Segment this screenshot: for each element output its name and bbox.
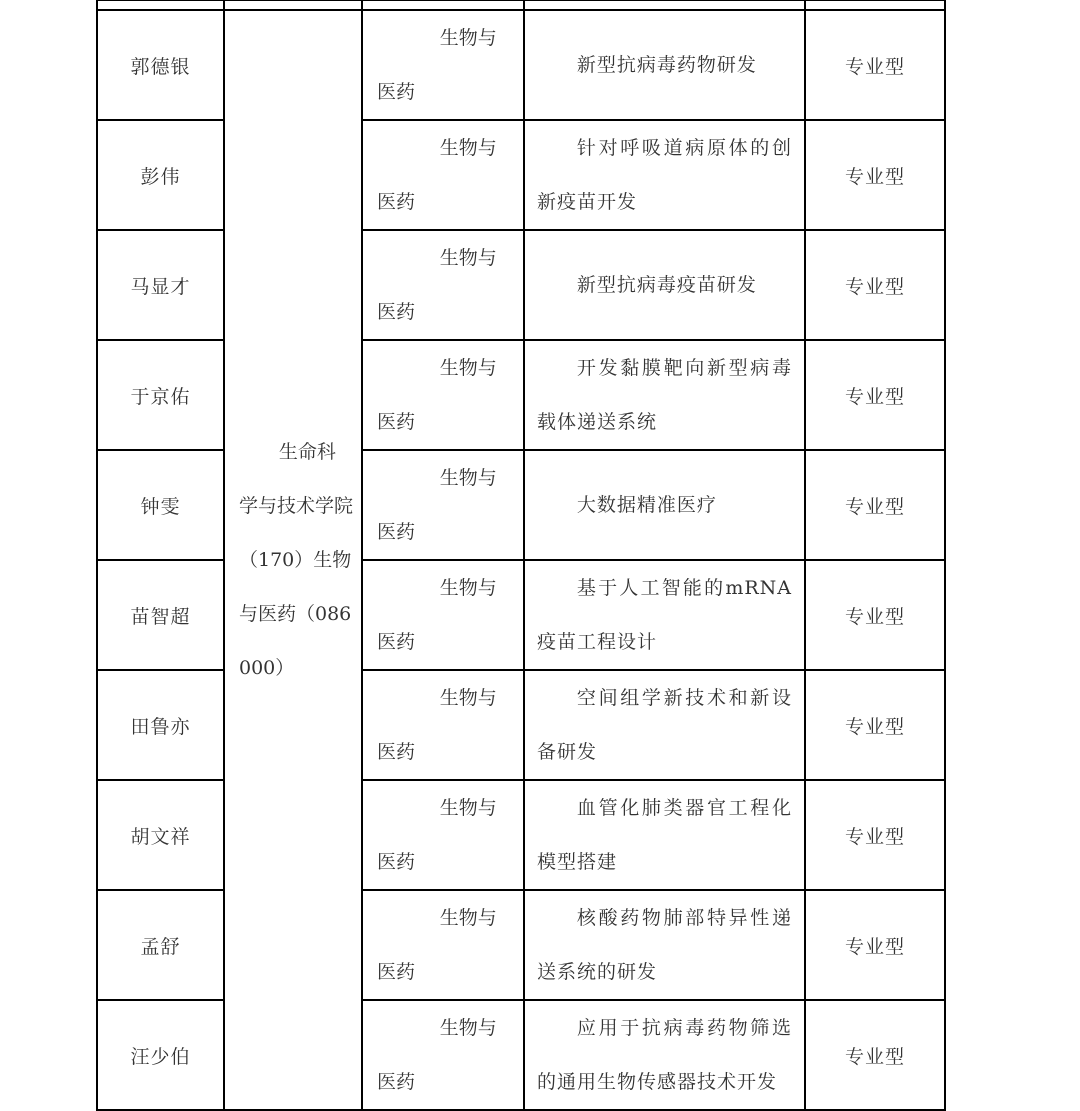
topic-cell: [524, 450, 805, 560]
topic-cell: [524, 780, 805, 890]
topic-text: 空间组学新技术和新设备研发: [537, 687, 792, 763]
supervisor-name: 于京佑: [97, 340, 224, 450]
topic-cell: [524, 890, 805, 1000]
field-cell: [362, 560, 524, 670]
topic-text: 新型抗病毒药物研发: [576, 54, 757, 76]
field-cell: [362, 230, 524, 340]
supervisor-name: 孟舒: [97, 890, 224, 1000]
field-text: 生物与医药: [377, 797, 497, 873]
topic-text: 基于人工智能的mRNA疫苗工程设计: [537, 577, 792, 653]
field-cell: [362, 10, 524, 120]
field-cell: [362, 780, 524, 890]
supervisor-name: 彭伟: [97, 120, 224, 230]
topic-text: 开发黏膜靶向新型病毒载体递送系统: [537, 357, 792, 433]
table-cell: [805, 0, 945, 10]
topic-text: 针对呼吸道病原体的创新疫苗开发: [537, 137, 792, 213]
degree-type: 专业型: [805, 450, 945, 560]
topic-cell: [524, 1000, 805, 1110]
supervisor-name: 苗智超: [97, 560, 224, 670]
degree-type: 专业型: [805, 230, 945, 340]
field-text: 生物与医药: [377, 467, 497, 543]
table-cell: [362, 0, 524, 10]
college-cell: [224, 10, 362, 1110]
table-row: [97, 10, 945, 120]
table-cell: [524, 0, 805, 10]
topic-cell: [524, 120, 805, 230]
field-text: 生物与医药: [377, 137, 497, 213]
degree-type: 专业型: [805, 1000, 945, 1110]
table-cell: [97, 0, 224, 10]
field-text: 生物与医药: [377, 577, 497, 653]
field-cell: [362, 120, 524, 230]
supervisor-name: 田鲁亦: [97, 670, 224, 780]
topic-cell: [524, 670, 805, 780]
field-cell: [362, 340, 524, 450]
degree-type: 专业型: [805, 890, 945, 1000]
supervisor-name: 马显才: [97, 230, 224, 340]
degree-type: 专业型: [805, 120, 945, 230]
topic-cell: [524, 340, 805, 450]
topic-cell: [524, 10, 805, 120]
field-text: 生物与医药: [377, 247, 497, 323]
supervisor-table: [96, 0, 946, 1111]
field-cell: [362, 890, 524, 1000]
degree-type: 专业型: [805, 780, 945, 890]
topic-text: 新型抗病毒疫苗研发: [576, 274, 757, 296]
field-text: 生物与医药: [377, 357, 497, 433]
degree-type: 专业型: [805, 560, 945, 670]
degree-type: 专业型: [805, 340, 945, 450]
field-cell: [362, 450, 524, 560]
topic-text: 应用于抗病毒药物筛选的通用生物传感器技术开发: [537, 1017, 792, 1093]
topic-cell: [524, 560, 805, 670]
degree-type: 专业型: [805, 10, 945, 120]
degree-type: 专业型: [805, 670, 945, 780]
field-cell: [362, 1000, 524, 1110]
table-cell: [224, 0, 362, 10]
field-text: 生物与医药: [377, 1017, 497, 1093]
supervisor-name: 钟雯: [97, 450, 224, 560]
table-row-partial: [97, 0, 945, 10]
college-text: 生命科学与技术学院（170）生物与医药（086000）: [239, 441, 354, 679]
field-text: 生物与医药: [377, 687, 497, 763]
supervisor-name: 胡文祥: [97, 780, 224, 890]
supervisor-name: 汪少伯: [97, 1000, 224, 1110]
topic-text: 大数据精准医疗: [576, 494, 717, 516]
field-cell: [362, 670, 524, 780]
field-text: 生物与医药: [377, 907, 497, 983]
topic-cell: [524, 230, 805, 340]
topic-text: 核酸药物肺部特异性递送系统的研发: [537, 907, 792, 983]
topic-text: 血管化肺类器官工程化模型搭建: [537, 797, 792, 873]
field-text: 生物与医药: [377, 27, 497, 103]
supervisor-name: 郭德银: [97, 10, 224, 120]
